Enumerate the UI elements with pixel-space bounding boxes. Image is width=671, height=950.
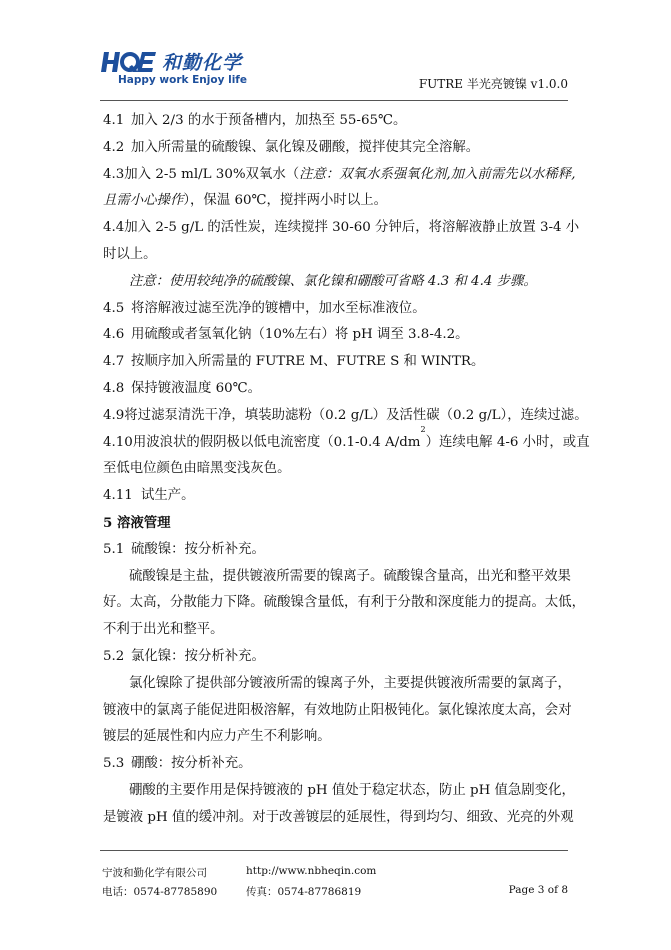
paragraph-line: 镀液中的氯离子能促进阳极溶解，有效地防止阳极钝化。氯化镍浓度太高，会对 bbox=[103, 702, 572, 718]
step-text: 将过滤泵清洗干净，填装助滤粉（0.2 g/L）及活性碳（0.2 g/L），连续过滤。 bbox=[124, 407, 588, 423]
footer-phone: 电话：0574-87785890 bbox=[102, 886, 218, 898]
footer-website-link[interactable]: http://www.nbheqin.com bbox=[246, 865, 377, 877]
step-text: 保持镀液温度 60℃。 bbox=[131, 380, 262, 396]
step-4-3-cont bbox=[103, 188, 573, 215]
paragraph-line: 氯化镍除了提供部分镀液所需的镍离子外，主要提供镀液所需要的氯离子， bbox=[129, 675, 571, 691]
step-text: 加入所需量的硫酸镍、氯化镍及硼酸，搅拌使其完全溶解。 bbox=[131, 139, 480, 155]
step-4-8 bbox=[103, 376, 573, 403]
step-5-2 bbox=[103, 644, 573, 671]
step-number: 4.6 bbox=[103, 327, 125, 343]
step-text: 加入 2/3 的水于预备槽内，加热至 55-65℃。 bbox=[131, 113, 407, 128]
step-4-4 bbox=[103, 215, 580, 242]
step-text: ），保温 60℃，搅拌两小时以上。 bbox=[183, 193, 387, 209]
step-text: 硼酸：按分析补充。 bbox=[131, 756, 252, 772]
logo-chinese-name: 和勤化学 bbox=[162, 52, 243, 74]
step-text: 按顺序加入所需量的 FUTRE M、FUTRE S 和 WINTR。 bbox=[131, 354, 485, 370]
step-4-6 bbox=[103, 322, 573, 349]
step-4-10 bbox=[103, 424, 590, 457]
section-5-heading bbox=[103, 510, 573, 537]
paragraph-line: 镀层的延展性和内应力产生不利影响。 bbox=[103, 729, 331, 745]
footer-divider bbox=[100, 850, 568, 851]
step-number: 4.4 bbox=[103, 220, 125, 236]
step-number: 4.11 bbox=[103, 488, 133, 504]
step-4-4-cont bbox=[103, 242, 573, 269]
step-number: 4.5 bbox=[103, 300, 125, 316]
step-number: 4.7 bbox=[103, 354, 125, 370]
header-divider bbox=[100, 100, 568, 101]
step-4-5 bbox=[103, 296, 573, 323]
step-note: 且需小心操作 bbox=[103, 193, 184, 209]
step-4-11 bbox=[103, 483, 573, 510]
page-header bbox=[100, 0, 568, 103]
step-4-2 bbox=[103, 135, 573, 162]
step-text: 用硫酸或者氢氧化钠（10%左右）将 pH 调至 3.8-4.2。 bbox=[131, 327, 469, 343]
step-number: 4.10 bbox=[103, 434, 133, 450]
step-number: 4.1 bbox=[103, 113, 125, 128]
step-4-3 bbox=[103, 162, 576, 189]
paragraph-line: 不利于出光和整平。 bbox=[103, 622, 224, 638]
footer-fax: 传真：0574-87786819 bbox=[246, 886, 362, 898]
step-4-1 bbox=[103, 108, 573, 135]
step-5-1 bbox=[103, 537, 573, 564]
step-text: 时以上。 bbox=[103, 246, 157, 262]
page-body bbox=[103, 108, 590, 832]
paragraph-line: 硼酸的主要作用是保持镀液的 pH 值处于稳定状态，防止 pH 值急剧变化， bbox=[129, 782, 575, 798]
step-text: 至低电位颜色由暗黑变浅灰色。 bbox=[103, 461, 291, 477]
step-text: 氯化镍：按分析补充。 bbox=[131, 648, 265, 664]
step-text: 将溶解液过滤至洗净的镀槽中，加水至标准液位。 bbox=[131, 300, 426, 316]
step-number: 4.9 bbox=[103, 407, 125, 423]
step-number: 4.3 bbox=[103, 166, 125, 182]
logo-mark-icon bbox=[100, 50, 158, 74]
paragraph-line: 好。太高，分散能力下降。硫酸镍含量低，有利于分散和深度能力的提高。太低， bbox=[103, 595, 586, 611]
superscript: 2 bbox=[420, 424, 426, 434]
step-text: 硫酸镍：按分析补充。 bbox=[131, 541, 265, 557]
logo-slogan: Happy work Enjoy life bbox=[118, 74, 247, 86]
step-note: 注意：双氧水系强氧化剂,加入前需先以水稀释, bbox=[299, 166, 576, 182]
page-number: Page 3 of 8 bbox=[508, 884, 568, 896]
note-text: 注意：使用较纯净的硫酸镍、氯化镍和硼酸可省略 4.3 和 4.4 步骤。 bbox=[129, 273, 537, 289]
note-line bbox=[103, 269, 573, 296]
step-number: 5.3 bbox=[103, 756, 125, 772]
step-4-9 bbox=[103, 403, 588, 430]
step-4-10-cont bbox=[103, 456, 573, 483]
document-title: FUTRE 半光亮镀镍 v1.0.0 bbox=[418, 77, 568, 91]
step-text: 用波浪状的假阴极以低电流密度（0.1-0.4 A/dm bbox=[132, 434, 421, 450]
step-number: 4.8 bbox=[103, 380, 125, 396]
step-text: ）连续电解 4-6 小时，或直 bbox=[425, 434, 590, 450]
step-4-7 bbox=[103, 349, 573, 376]
step-number: 5.2 bbox=[103, 648, 125, 664]
step-number: 5.1 bbox=[103, 541, 125, 557]
company-logo bbox=[100, 46, 300, 94]
step-5-3 bbox=[103, 751, 573, 778]
section-title: 5 溶液管理 bbox=[103, 514, 171, 531]
step-text: 加入 2-5 ml/L 30%双氧水（ bbox=[124, 166, 300, 182]
footer-company: 宁波和勤化学有限公司 bbox=[102, 867, 207, 879]
paragraph-line: 硫酸镍是主盐，提供镀液所需要的镍离子。硫酸镍含量高，出光和整平效果 bbox=[129, 568, 571, 584]
step-text: 试生产。 bbox=[141, 488, 195, 504]
paragraph-line: 是镀液 pH 值的缓冲剂。对于改善镀层的延展性，得到均匀、细致、光亮的外观 bbox=[103, 809, 574, 825]
step-number: 4.2 bbox=[103, 139, 125, 155]
step-text: 加入 2-5 g/L 的活性炭，连续搅拌 30-60 分钟后，将溶解液静止放置 3-4 小 bbox=[124, 220, 580, 236]
